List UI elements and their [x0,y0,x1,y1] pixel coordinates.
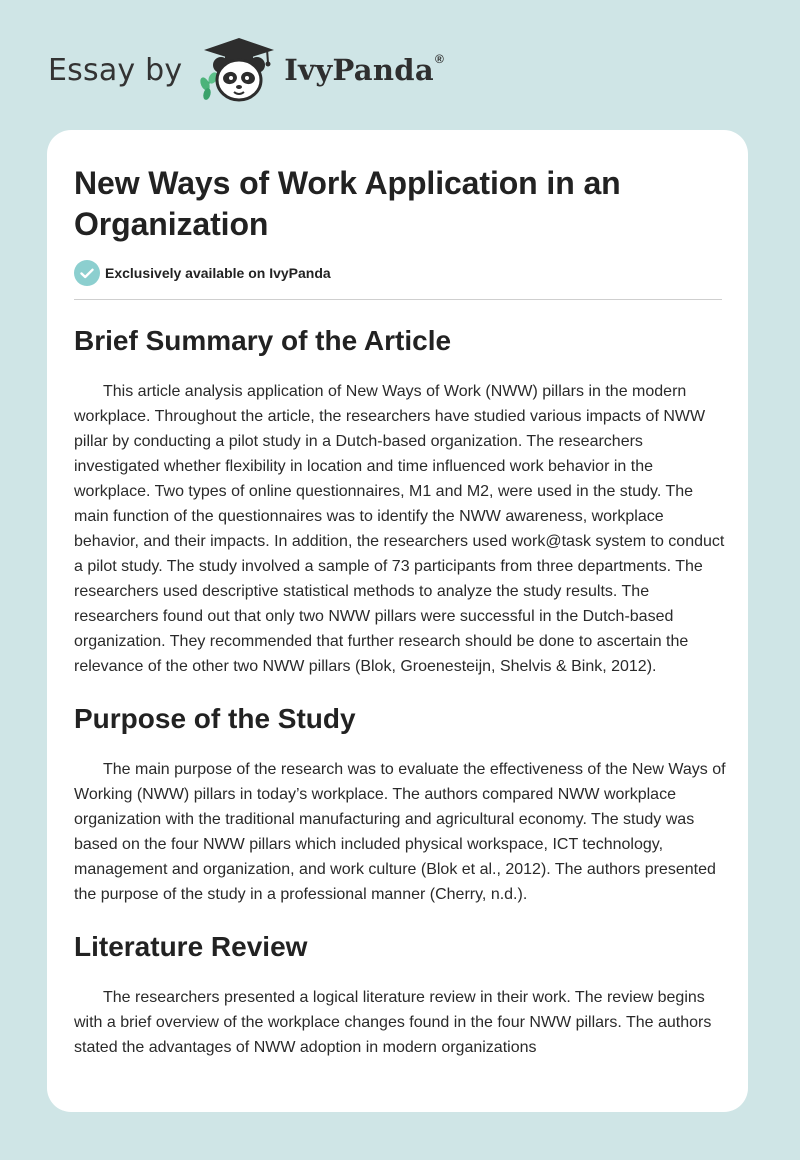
panda-graduate-logo-icon [196,34,282,106]
section-literature-review [74,929,722,1060]
registered-mark: ® [434,52,445,67]
section-paragraph: This article analysis application of New Ways of Work (NWW) pillars in the modern workplace. Throughout the article, the researchers have studied various impacts of NWW pillar by conducting a pilot study in a Dutch-based organization. The researchers investigated whether flexibility in location and time influenced work behavior in the workplace. Two types of online questionnaires, M1 and M2, were used in the study. The main function of the questionnaires was to identify the NWW awareness, workplace behavior, and their impacts. In addition, the researchers used work@task system to conduct a pilot study. The study involved a sample of 73 participants from three departments. The researchers used descriptive statistical methods to analyze the study results. The researchers found out that only two NWW pillars were successful in the Dutch-based organization. They recommended that further research should be done to ascertain the relevance of the other two NWW pillars (Blok, Groenesteijn, Shelvis & Bink, 2012). [74,383,725,675]
brand-header[interactable] [48,34,444,106]
section-purpose [74,701,726,907]
brand-name: IvyPanda® [284,52,445,87]
check-badge-icon [74,260,100,286]
section-heading: Literature Review [74,931,308,962]
section-heading: Purpose of the Study [74,703,356,734]
essay-title: New Ways of Work Application in an Organization [74,165,621,242]
section-paragraph: The main purpose of the research was to evaluate the effectiveness of the New Ways of Working (NWW) pillars in today’s workplace. The authors compared NWW workplace organization with the traditional manufacturing and agricultural economy. The study was based on the four NWW pillars which included physical workspace, ICT technology, management and organization, and work culture (Blok et al., 2012). The authors presented the purpose of the study in a professional manner (Cherry, n.d.). [74,761,726,903]
exclusive-label: Exclusively available on IvyPanda [105,265,331,281]
exclusive-badge [74,259,722,287]
essay-card [47,130,748,1112]
section-heading: Brief Summary of the Article [74,325,452,356]
title-divider [74,299,722,300]
section-paragraph: The researchers presented a logical literature review in their work. The review begins with a brief overview of the workplace changes found in the four NWW pillars. The authors stated the advantages of NWW adoption in modern organizations [74,989,712,1056]
section-summary [74,323,725,679]
brand-prefix: Essay by [48,52,183,88]
